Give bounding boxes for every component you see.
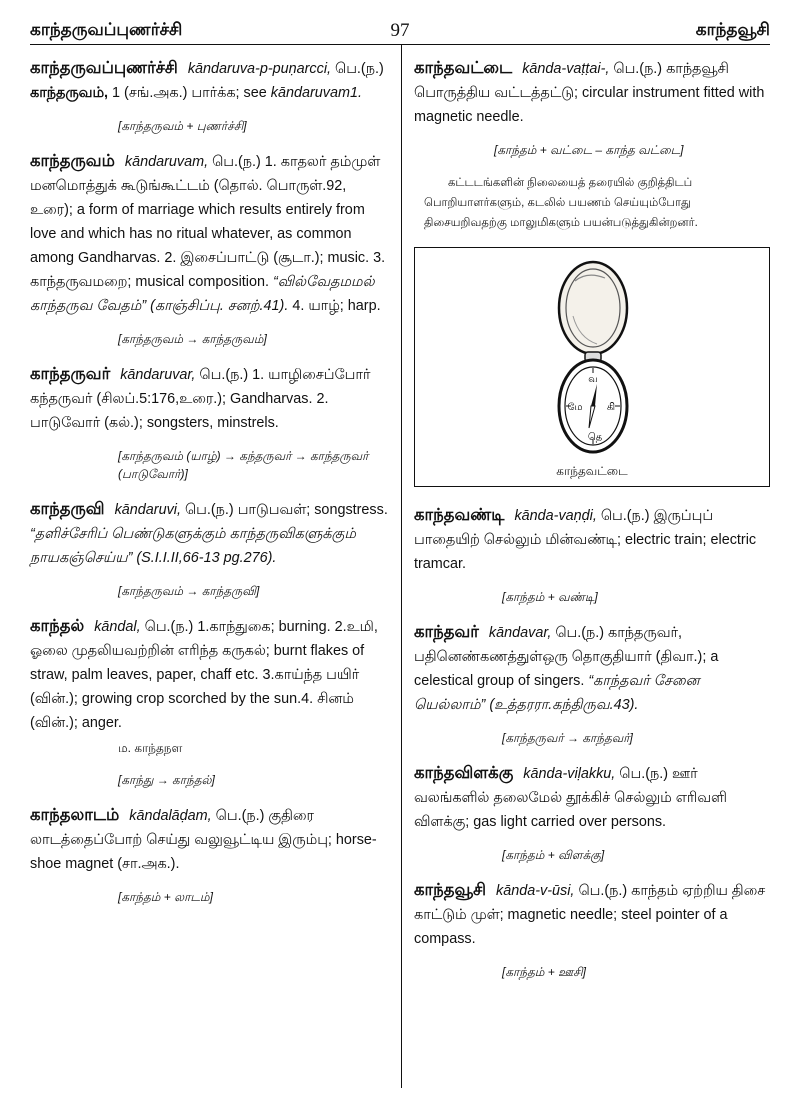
definition: பெ.(ந.) பாடுபவள்; songstress. — [184, 502, 388, 518]
left-column — [30, 56, 390, 920]
etymology: [காந்தருவம் (யாழ்) → கந்தருவர் → காந்தருவர் (பாடுவோர்)] — [118, 449, 369, 481]
right-column — [414, 56, 770, 995]
compass-label-west: மே — [567, 402, 583, 413]
header-last-word: காந்தவூசி — [695, 20, 770, 39]
quotation: “காந்தவர் சேனை யெல்லாம்” (உத்தரரா.கந்திருவ.43). — [414, 673, 700, 713]
definition-tail: 4. யாழ்; harp. — [292, 298, 381, 314]
etymology: [காந்தம் + ஊசி] — [502, 965, 586, 979]
column-divider — [401, 44, 402, 1088]
transliteration: kāndal, — [94, 619, 141, 635]
compass-label-east: கி — [606, 402, 616, 413]
definition: பெ.(ந.) காந்தருவர், பதினெண்கணத்துள்ஒரு தொகுதியார் (திவா.); a celestical group of singers. — [414, 625, 719, 689]
compass-figure — [414, 247, 770, 487]
transliteration: kānda-v-ūsi, — [496, 883, 575, 899]
headword: காந்தவிளக்கு — [414, 764, 514, 782]
header-first-word: காந்தருவப்புணர்ச்சி — [30, 20, 183, 39]
definition: 1 (சங்.அக.) பார்க்க; see — [112, 85, 267, 101]
transliteration: kāndavar, — [488, 625, 552, 641]
cross-reference: காந்தருவம், — [30, 85, 109, 101]
headword: காந்தருவப்புணர்ச்சி — [30, 59, 178, 77]
compass-illustration-icon — [535, 256, 651, 462]
definition: பெ.(ந.) காந்தம் ஏற்றிய திசை காட்டும் முள்; magnetic needle; steel pointer of a compass. — [414, 883, 766, 947]
definition: பெ.(ந.) 1.காந்துகை; burning. 2.உமி, ஓலை முதலியவற்றின் எரிந்த கருகல்; burnt flakes of straw, palm leaves, paper, chaff etc. 3.காய்ந்த பயிர் (வின்.); growing crop scorched by the sun.4. சினம் (வின்.); anger. — [30, 619, 378, 731]
transliteration: kāndalāḍam, — [129, 808, 212, 824]
headword: காந்தலாடம் — [30, 806, 120, 824]
headword: காந்தருவி — [30, 500, 105, 518]
quotation: “வில்வேதமமல் காந்தருவ வேதம்” (காஞ்சிப்பு. சனற்.41). — [30, 274, 375, 314]
dictionary-entry — [30, 362, 390, 435]
page-header — [30, 14, 770, 54]
etymology: [காந்தருவம் → காந்தருவி] — [118, 584, 260, 598]
definition: பெ.(ந.) ஊர் வலங்களில் தலைமேல் தூக்கிச் செல்லும் எரிவளி விளக்கு; gas light carried over persons. — [414, 766, 727, 830]
dictionary-entry — [30, 56, 390, 105]
transliteration: kāndaruvar, — [120, 367, 196, 383]
quotation: “தளிச்சேரிப் பெண்டுகளுக்கும் காந்தருவிகளுக்கும் நாயகஞ்செய்ய” (S.I.I.II,66-13 pg.276). — [30, 526, 356, 566]
compass-label-north: வ — [588, 374, 598, 385]
dictionary-entry — [30, 803, 390, 876]
definition: பெ.(ந.) குதிரை லாடத்தைப்போற் செய்து வலுவூட்டிய இரும்பு; horse-shoe magnet (சா.அக.). — [30, 808, 377, 872]
transliteration: kāndaruvam, — [124, 154, 209, 170]
part-of-speech: பெ.(ந.) — [335, 61, 384, 77]
dictionary-entry — [414, 878, 770, 951]
dictionary-entry — [30, 614, 390, 735]
page-number: 97 — [390, 20, 410, 41]
definition: பெ.(ந.) காந்தவூசி பொருத்திய வட்டத்தட்டு; circular instrument fitted with magnetic needle. — [414, 61, 765, 125]
dictionary-entry — [414, 503, 770, 576]
figure-caption: காந்தவட்டை — [556, 464, 628, 478]
etymology: [காந்தம் + லாடம்] — [118, 890, 213, 904]
cognate-note: ம. காந்தநள — [118, 741, 183, 755]
etymology: [காந்தருவர் → காந்தவர்] — [502, 731, 633, 745]
transliteration: kānda-vaṭṭai-, — [522, 61, 610, 77]
etymology: [காந்தம் + வட்டை – காந்த வட்டை] — [494, 143, 684, 157]
usage-note: கட்டடங்களின் நிலையைத் தரையில் குறித்திடப் பொறியாளர்களும், கடலில் பயணம் செய்யும்போது திசையறிவதற்கு மாலுமிகளும் பயன்படுத்துகின்றனர். — [424, 177, 698, 229]
headword: காந்தருவம் — [30, 152, 115, 170]
transliteration: kāndaruvi, — [114, 502, 181, 518]
dictionary-entry — [414, 620, 770, 717]
headword: காந்தவர் — [414, 623, 479, 641]
dictionary-entry — [30, 497, 390, 570]
transliteration: kāndaruva-p-puṇarcci, — [187, 61, 332, 77]
transliteration: kānda-vaṇḍi, — [514, 508, 597, 524]
definition: பெ.(ந.) 1. யாழிசைப்போர் கந்தருவர் (சிலப்.5:176,உரை.); Gandharvas. 2. பாடுவோர் (கல்.); songsters, minstrels. — [30, 367, 371, 431]
etymology: [காந்தம் + விளக்கு] — [502, 848, 605, 862]
compass-label-south: தெ — [587, 432, 603, 443]
headword: காந்தருவர் — [30, 365, 111, 383]
transliteration: kānda-viḷakku, — [523, 766, 616, 782]
etymology: [காந்தருவம் + புணர்ச்சி] — [118, 119, 247, 133]
definition: பெ.(ந.) இருப்புப் பாதையிற் செல்லும் மின்வண்டி; electric train; electric tramcar. — [414, 508, 757, 572]
definition: பெ.(ந.) 1. காதலர் தம்முள் மனமொத்துக் கூடுங்கூட்டம் (தொல். பொருள்.92, உரை); a form of marriage which results entirely from love and which has no ritual whatever, as common among Gandharvas. 2. இசைப்பாட்டு (சூடா.); music. 3. காந்தருவமறை; musical composition. — [30, 154, 386, 290]
cross-reference-english: kāndaruvam1. — [270, 85, 362, 101]
headword: காந்தவட்டை — [414, 59, 513, 77]
etymology: [காந்தருவம் → காந்தருவம்] — [118, 332, 267, 346]
headword: காந்தவண்டி — [414, 506, 505, 524]
etymology: [காந்து → காந்தல்] — [118, 773, 215, 787]
etymology: [காந்தம் + வண்டி] — [502, 590, 598, 604]
dictionary-entry — [30, 149, 390, 318]
dictionary-entry — [414, 56, 770, 129]
header-rule — [30, 44, 770, 45]
headword: காந்தல் — [30, 617, 85, 635]
dictionary-entry — [414, 761, 770, 834]
headword: காந்தவூசி — [414, 881, 487, 899]
